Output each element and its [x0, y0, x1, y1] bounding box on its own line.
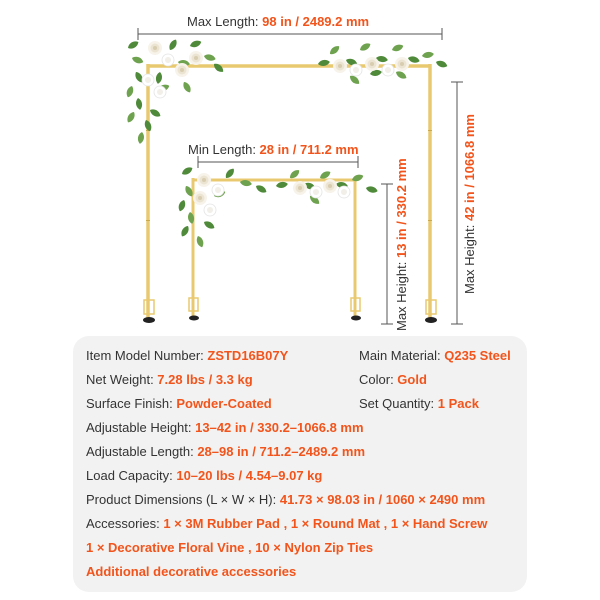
max-length-dimension-line [138, 28, 442, 40]
spec-adjustable-length-value: 28–98 in / 711.2–2489.2 mm [197, 444, 365, 459]
spec-color-key: Color: [359, 372, 398, 387]
min-length-dimension-line [198, 156, 358, 168]
spec-surface-finish [86, 396, 272, 411]
max-height-large-label [462, 114, 477, 294]
spec-item-model-value: ZSTD16B07Y [207, 348, 289, 363]
spec-adjustable-height [86, 420, 364, 435]
spec-net-weight [86, 372, 253, 387]
spec-accessories-line3: Additional decorative accessories [86, 564, 297, 579]
floral-vine-small-right [275, 168, 378, 206]
spec-accessories [86, 516, 487, 531]
spec-color-value: Gold [397, 372, 427, 387]
spec-accessories-value: 1 × 3M Rubber Pad , 1 × Round Mat , 1 × Hand Screw [163, 516, 488, 531]
spec-surface-finish-value: Powder-Coated [176, 396, 272, 411]
spec-load-capacity [86, 468, 322, 483]
min-length-value: 28 in / 711.2 mm [259, 142, 359, 157]
floral-vine-small-left [177, 165, 268, 248]
spec-adjustable-length-key: Adjustable Length: [86, 444, 198, 459]
spec-set-quantity-value: 1 Pack [437, 396, 479, 411]
small-frame [189, 178, 361, 321]
max-height-large-key: Max Height: [462, 221, 477, 294]
spec-adjustable-height-key: Adjustable Height: [86, 420, 196, 435]
spec-load-capacity-key: Load Capacity: [86, 468, 177, 483]
spec-net-weight-value: 7.28 lbs / 3.3 kg [157, 372, 253, 387]
max-height-small-key: Max Height: [394, 258, 409, 331]
spec-product-dimensions-key: Product Dimensions (L × W × H): [86, 492, 280, 507]
spec-main-material-value: Q235 Steel [444, 348, 511, 363]
spec-item-model [86, 348, 288, 363]
specifications-panel [73, 336, 527, 592]
spec-set-quantity [359, 396, 479, 411]
max-height-small-label [394, 158, 409, 331]
floral-vine-large-left [125, 38, 225, 144]
spec-main-material-key: Main Material: [359, 348, 445, 363]
spec-load-capacity-value: 10–20 lbs / 4.54–9.07 kg [176, 468, 323, 483]
max-height-large-value: 42 in / 1066.8 mm [462, 114, 477, 222]
spec-adjustable-height-value: 13–42 in / 330.2–1066.8 mm [195, 420, 364, 435]
spec-product-dimensions [86, 492, 485, 507]
max-height-small-value: 13 in / 330.2 mm [394, 158, 409, 259]
spec-color [359, 372, 427, 387]
max-height-small-dimension-line [381, 184, 393, 324]
spec-surface-finish-key: Surface Finish: [86, 396, 177, 411]
spec-main-material [359, 348, 511, 363]
max-length-label [187, 14, 369, 29]
spec-net-weight-key: Net Weight: [86, 372, 158, 387]
min-length-key: Min Length: [188, 142, 260, 157]
spec-adjustable-length [86, 444, 365, 459]
max-length-key: Max Length: [187, 14, 263, 29]
min-length-label [188, 142, 359, 157]
max-length-value: 98 in / 2489.2 mm [262, 14, 370, 29]
spec-item-model-key: Item Model Number: [86, 348, 208, 363]
spec-accessories-key: Accessories: [86, 516, 164, 531]
spec-set-quantity-key: Set Quantity: [359, 396, 438, 411]
spec-accessories-line2: 1 × Decorative Floral Vine , 10 × Nylon Zip Ties [86, 540, 374, 555]
spec-product-dimensions-value: 41.73 × 98.03 in / 1060 × 2490 mm [279, 492, 486, 507]
